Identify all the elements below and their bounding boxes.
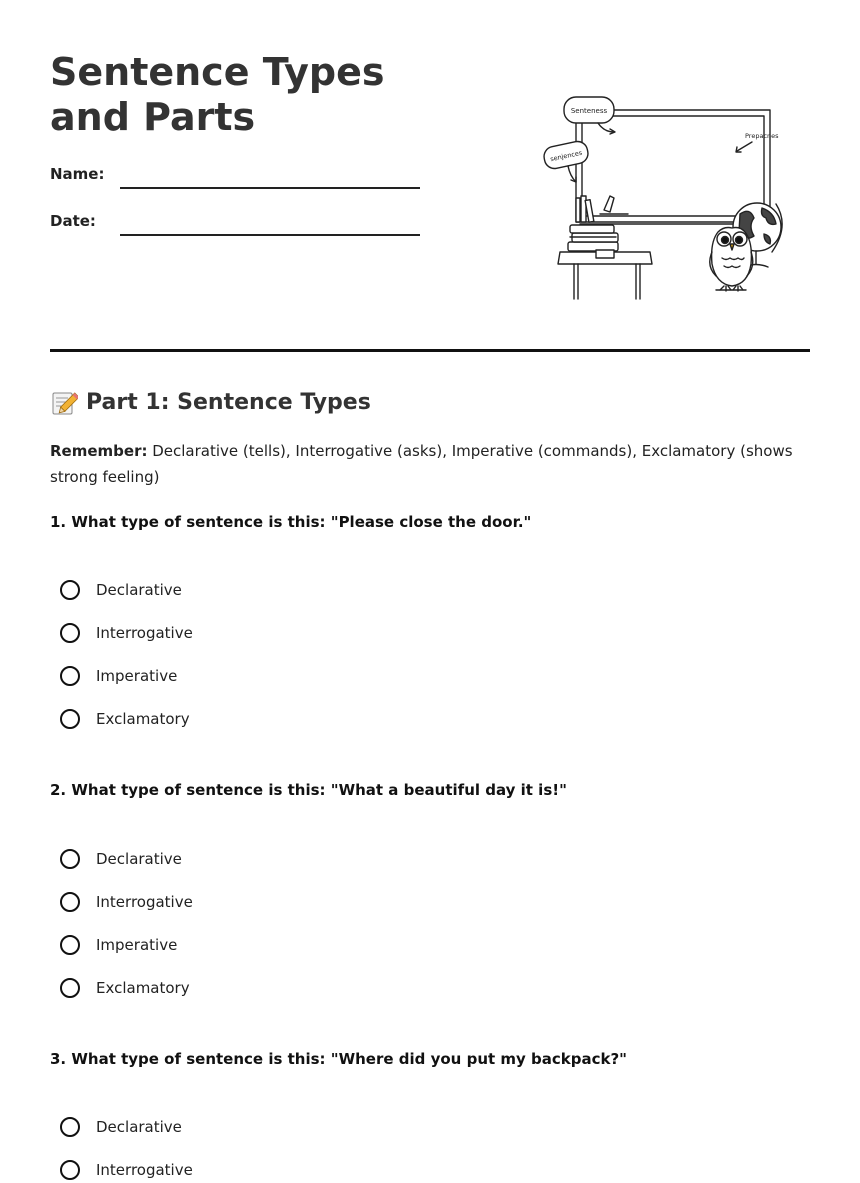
remember-text: Declarative (tells), Interrogative (asks), Imperative (commands), Exclamatory (shows strong feeling) [50, 442, 793, 486]
radio-button[interactable] [60, 1160, 80, 1180]
option-label: Exclamatory [96, 710, 190, 728]
radio-button[interactable] [60, 935, 80, 955]
ledge-books [576, 196, 628, 222]
option-label: Interrogative [96, 1161, 193, 1179]
section-title [50, 388, 371, 418]
date-field[interactable] [120, 234, 420, 236]
option-label: Interrogative [96, 624, 193, 642]
q2-option-declarative[interactable] [60, 846, 182, 872]
svg-text:Senteness: Senteness [570, 107, 608, 115]
option-label: Exclamatory [96, 979, 190, 997]
q1-option-imperative[interactable] [60, 663, 177, 689]
classroom-illustration [540, 92, 790, 307]
radio-button[interactable] [60, 978, 80, 998]
q2-option-exclamatory[interactable] [60, 975, 190, 1001]
remember-label: Remember: [50, 442, 148, 460]
option-label: Declarative [96, 1118, 182, 1136]
section-title-text: Part 1: Sentence Types [86, 390, 371, 415]
q2-option-imperative[interactable] [60, 932, 177, 958]
name-label: Name: [50, 165, 105, 183]
q1-option-interrogative[interactable] [60, 620, 193, 646]
name-field[interactable] [120, 187, 420, 189]
option-label: Declarative [96, 581, 182, 599]
radio-button[interactable] [60, 892, 80, 912]
desk [558, 252, 652, 299]
header-divider [50, 349, 810, 352]
q1-option-exclamatory[interactable] [60, 706, 190, 732]
option-label: Declarative [96, 850, 182, 868]
radio-button[interactable] [60, 1117, 80, 1137]
radio-button[interactable] [60, 666, 80, 686]
option-label: Imperative [96, 936, 178, 954]
option-label: Interrogative [96, 893, 193, 911]
question-3: 3. What type of sentence is this: "Where did you put my backpack?" [50, 1050, 627, 1068]
date-label: Date: [50, 212, 96, 230]
radio-button[interactable] [60, 709, 80, 729]
board-note [736, 132, 779, 152]
pencil-memo-icon [50, 389, 78, 417]
svg-text:senjences: senjences [549, 148, 583, 164]
svg-text:Prepacnes: Prepacnes [745, 132, 779, 140]
radio-button[interactable] [60, 580, 80, 600]
remember-note [50, 438, 810, 490]
q2-option-interrogative[interactable] [60, 889, 193, 915]
question-1: 1. What type of sentence is this: "Please close the door." [50, 513, 532, 531]
q3-option-declarative[interactable] [60, 1114, 182, 1140]
q1-option-declarative[interactable] [60, 577, 182, 603]
question-2: 2. What type of sentence is this: "What a beautiful day it is!" [50, 781, 567, 799]
radio-button[interactable] [60, 623, 80, 643]
radio-button[interactable] [60, 849, 80, 869]
speech-bubble-top [564, 97, 615, 134]
page-title: Sentence Types and Parts [50, 50, 385, 139]
owl [710, 228, 753, 292]
option-label: Imperative [96, 667, 178, 685]
